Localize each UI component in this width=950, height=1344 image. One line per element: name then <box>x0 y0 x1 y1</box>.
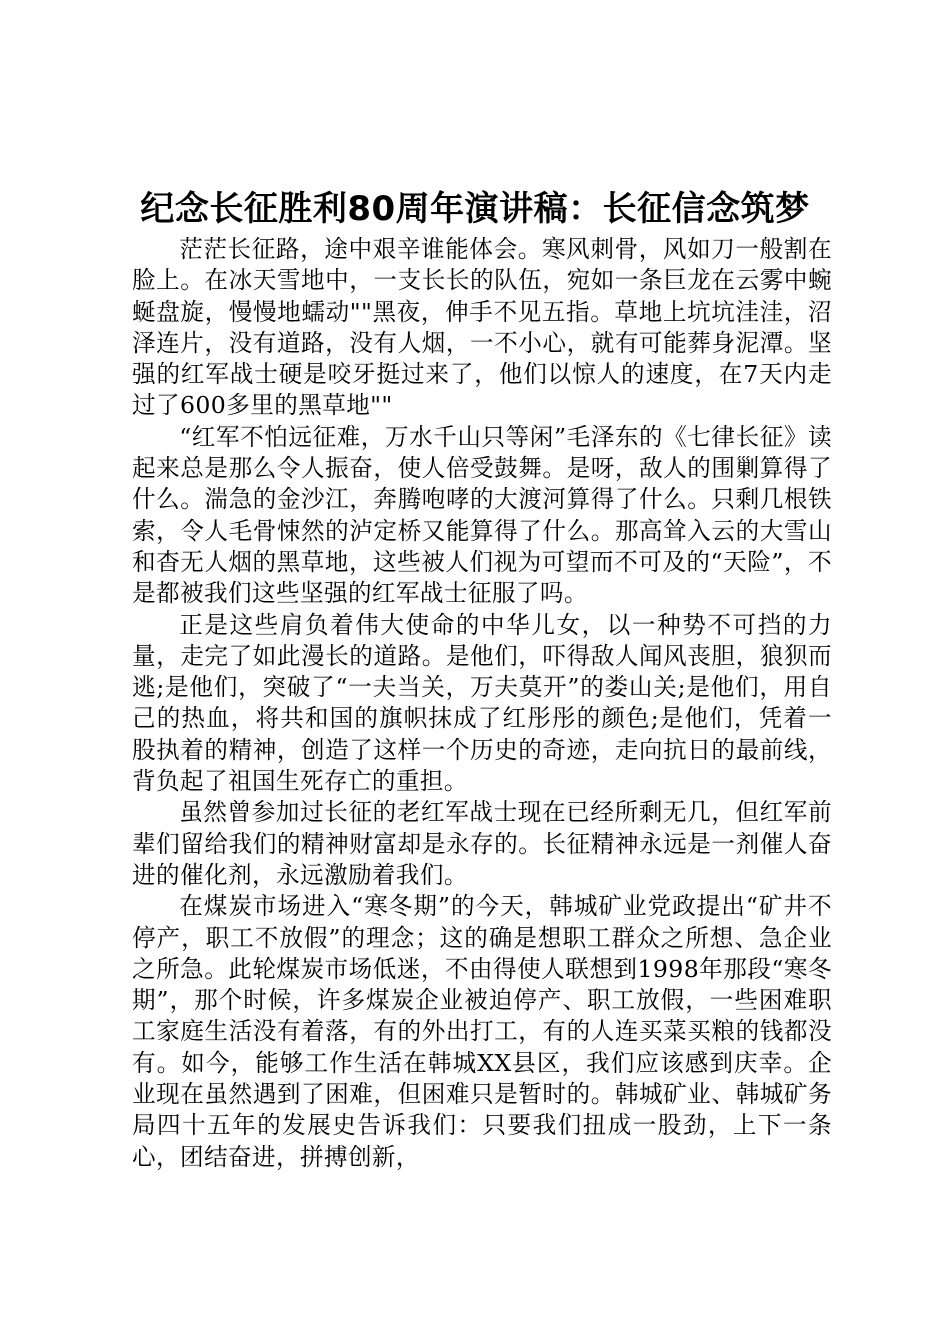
paragraph: 正是这些肩负着伟大使命的中华儿女，以一种势不可挡的力量，走完了如此漫长的道路。是他们，吓得敌人闻风丧胆，狼狈而逃;是他们，突破了“一夫当关，万夫莫开”的娄山关;是他们，用自己的热血，将共和国的旗帜抹成了红彤彤的颜色;是他们，凭着一股执着的精神，创造了这样一个历史的奇迹，走向抗日的最前线，背负起了祖国生死存亡的重担。 <box>132 610 832 796</box>
paragraph: 虽然曾参加过长征的老红军战士现在已经所剩无几，但红军前辈们留给我们的精神财富却是永存的。长征精神永远是一剂催人奋进的催化剂，永远激励着我们。 <box>132 798 832 889</box>
paragraph: 在煤炭市场进入“寒冬期”的今天，韩城矿业党政提出“矿井不停产，职工不放假”的理念；这的确是想职工群众之所想、急企业之所急。此轮煤炭市场低迷，不由得使人联想到1998年那段“寒冬期”，那个时候，许多煤炭企业被迫停产、职工放假，一些困难职工家庭生活没有着落，有的外出打工，有的人连买菜买粮的钱都没有。如今，能够工作生活在韩城XX县区，我们应该感到庆幸。企业现在虽然遇到了困难，但困难只是暂时的。韩城矿业、韩城矿务局四十五年的发展史告诉我们：只要我们扭成一股劲，上下一条心，团结奋进，拼搏创新， <box>132 892 832 1171</box>
paragraph: “红军不怕远征难，万水千山只等闲”毛泽东的《七律长征》读起来总是那么令人振奋，使人倍受鼓舞。是呀，敌人的围剿算得了什么。湍急的金沙江，奔腾咆哮的大渡河算得了什么。只剩几根铁索，令人毛骨悚然的泸定桥又能算得了什么。那高耸入云的大雪山和杳无人烟的黑草地，这些被人们视为可望而不可及的“天险”，不是都被我们这些坚强的红军战士征服了吗。 <box>132 422 832 608</box>
document-body <box>132 234 832 1173</box>
document-title: 纪念长征胜利80周年演讲稿：长征信念筑梦 <box>140 189 810 229</box>
paragraph: 茫茫长征路，途中艰辛谁能体会。寒风刺骨，风如刀一般割在脸上。在冰天雪地中，一支长长的队伍，宛如一条巨龙在云雾中蜿蜒盘旋，慢慢地蠕动""黑夜，伸手不见五指。草地上坑坑洼洼，沼泽连片，没有道路，没有人烟，一不小心，就有可能葬身泥潭。坚强的红军战士硬是咬牙挺过来了，他们以惊人的速度，在7天内走过了600多里的黑草地"" <box>132 235 832 420</box>
